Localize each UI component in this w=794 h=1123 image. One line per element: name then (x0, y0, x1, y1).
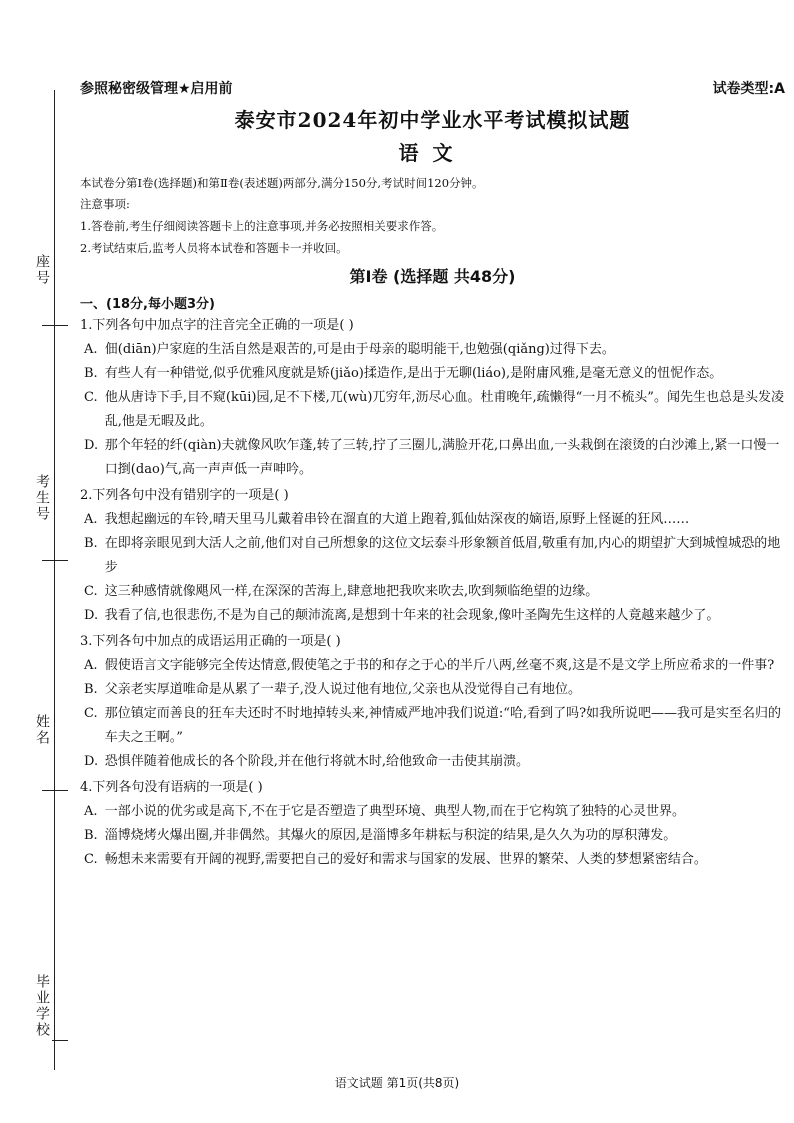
option-text: 父亲老实厚道唯命是从累了一辈子,没人说过他有地位,父亲也从没觉得自己有地位。 (104, 682, 582, 697)
option-c (84, 580, 785, 604)
question-1 (80, 314, 785, 482)
option-text: 我看了信,也很悲伤,不是为自己的颠沛流离,是想到十年来的社会现象,像叶圣陶先生这样的人竟越来越少了。 (104, 608, 720, 623)
option-b (84, 532, 785, 580)
option-text: 淄博烧烤火爆出圈,并非偶然。其爆火的原因,是淄博多年耕耘与积淀的结果,是久久为功的厚积薄发。 (104, 828, 677, 843)
option-text: 假使语言文字能够完全传达情意,假使笔之于书的和存之于心的半斤八两,丝毫不爽,这是不是文学上所应希求的一件事? (104, 658, 775, 673)
notice-title: 注意事项: (80, 197, 130, 211)
option-label: D. (84, 754, 99, 769)
section-heading: 第Ⅰ卷 (选择题 共48分) (349, 267, 516, 286)
option-text: 这三种感情就像飓风一样,在深深的苦海上,肆意地把我吹来吹去,吹到频临绝望的边缘。 (104, 584, 599, 599)
binding-margin (0, 80, 76, 1080)
question-stem: 4.下列各句没有语病的一项是( ) (80, 780, 263, 795)
question-4 (80, 776, 785, 872)
option-label: A. (84, 342, 98, 357)
option-text: 有些人有一种错觉,似乎优雅风度就是矫(jiǎo)揉造作,是出于无聊(liáo),是附庸风雅,是毫无意义的忸怩作态。 (104, 366, 723, 381)
binding-line (54, 90, 55, 1070)
exam-title: 泰安市2024年初中学业水平考试模拟试题 (234, 108, 631, 132)
option-a (84, 338, 785, 362)
option-a (84, 800, 785, 824)
option-label: B. (84, 366, 98, 381)
binding-tick (42, 325, 68, 326)
top-bar (80, 78, 785, 98)
option-text: 恐惧伴随着他成长的各个阶段,并在他行将就木时,给他致命一击使其崩溃。 (104, 754, 530, 769)
option-b (84, 678, 785, 702)
question-stem: 1.下列各句中加点字的注音完全正确的一项是( ) (80, 318, 354, 333)
option-label: C. (84, 584, 98, 599)
exam-page (80, 78, 785, 872)
option-c (84, 848, 785, 872)
confidential-mark: 参照秘密级管理★启用前 (80, 81, 233, 97)
option-c (84, 386, 785, 434)
option-label: D. (84, 608, 99, 623)
paper-type: 试卷类型:A (712, 81, 785, 97)
option-label: B. (84, 828, 98, 843)
part-heading: 一、(18分,每小题3分) (80, 297, 215, 312)
option-label: A. (84, 804, 98, 819)
school-label: 毕业学校 (32, 970, 52, 1042)
option-text: 畅想未来需要有开阔的视野,需要把自己的爱好和需求与国家的发展、世界的繁荣、人类的梦想紧密结合。 (104, 852, 707, 867)
option-label: D. (84, 438, 99, 453)
option-a (84, 508, 785, 532)
option-label: A. (84, 512, 98, 527)
option-a (84, 654, 785, 678)
binding-tick (42, 560, 68, 561)
option-label: C. (84, 852, 98, 867)
option-d (84, 434, 785, 482)
option-text: 那位镇定而善良的狂车夫还时不时地掉转头来,神情威严地冲我们说道:“哈,看到了吗?如我所说吧——我可是实至名归的车夫之王啊。” (104, 706, 782, 745)
option-label: B. (84, 682, 98, 697)
question-stem: 3.下列各句中加点的成语运用正确的一项是( ) (80, 634, 341, 649)
notice-item: 2.考试结束后,监考人员将本试卷和答题卡一并收回。 (80, 241, 348, 255)
option-label: B. (84, 536, 98, 551)
notice-item: 1.答卷前,考生仔细阅读答题卡上的注意事项,并务必按照相关要求作答。 (80, 219, 444, 233)
subject-title: 语文 (398, 141, 467, 165)
option-text: 佃(diān)户家庭的生活自然是艰苦的,可是由于母亲的聪明能干,也勉强(qiǎng)过得下去。 (104, 342, 615, 357)
option-b (84, 362, 785, 386)
option-label: C. (84, 390, 98, 405)
option-c (84, 702, 785, 750)
option-text: 一部小说的优劣或是高下,不在于它是否塑造了典型环境、典型人物,而在于它构筑了独特的心灵世界。 (104, 804, 686, 819)
option-text: 我想起幽远的车铃,晴天里马儿戴着串铃在溜直的大道上跑着,狐仙姑深夜的嫡语,原野上怪诞的狂风…… (104, 512, 690, 527)
binding-tick (42, 790, 68, 791)
candidate-number-label: 考生号 (32, 470, 52, 526)
option-d (84, 750, 785, 774)
question-3 (80, 630, 785, 774)
option-b (84, 824, 785, 848)
name-label: 姓名 (32, 710, 52, 750)
option-text: 那个年轻的纤(qiàn)夫就像风吹乍蓬,转了三转,拧了三圈儿,满脸开花,口鼻出血,一头栽倒在滚烫的白沙滩上,紧一口慢一口捯(dao)气,高一声声低一声呻吟。 (104, 438, 780, 477)
page-footer: 语文试题 第1页(共8页) (334, 1076, 460, 1090)
seat-number-label: 座号 (32, 250, 52, 290)
exam-intro: 本试卷分第Ⅰ卷(选择题)和第Ⅱ卷(表述题)两部分,满分150分,考试时间120分钟。 (80, 176, 484, 190)
option-text: 在即将亲眼见到大活人之前,他们对自己所想象的这位文坛泰斗形象额首低眉,敬重有加,内心的期望扩大到城惶城恐的地步 (104, 536, 781, 575)
option-text: 他从唐诗下手,目不窥(kūi)园,足不下楼,兀(wù)兀穷年,沥尽心血。杜甫晚年,疏懒得“一月不梳头”。闻先生也总是头发凌乱,他是无暇及此。 (104, 390, 784, 429)
option-d (84, 604, 785, 628)
question-2 (80, 484, 785, 628)
question-stem: 2.下列各句中没有错别字的一项是( ) (80, 488, 289, 503)
option-label: A. (84, 658, 98, 673)
option-label: C. (84, 706, 98, 721)
